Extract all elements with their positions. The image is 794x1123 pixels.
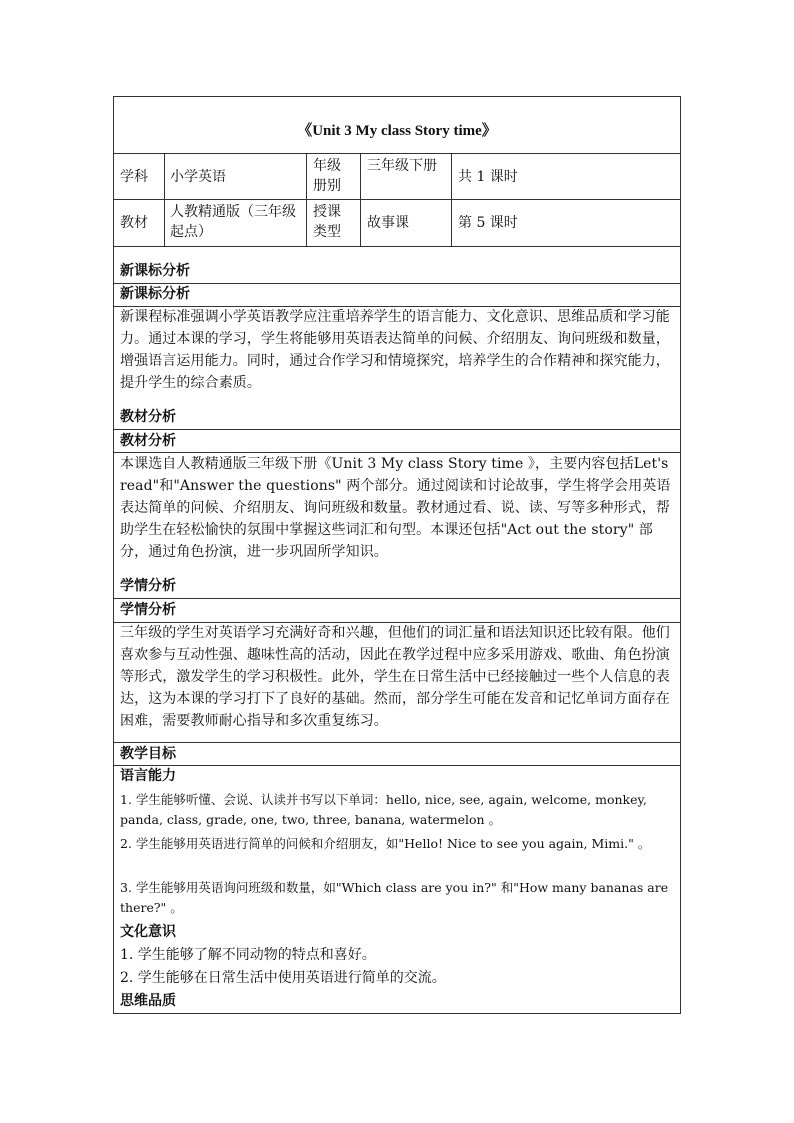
students-header: 学情分析	[120, 578, 176, 594]
divider	[114, 742, 680, 743]
type-value: 故事课	[367, 215, 409, 231]
page-title: 《Unit 3 My class Story time》	[297, 123, 497, 139]
divider	[114, 199, 680, 200]
divider	[306, 153, 307, 246]
subject-value: 小学英语	[170, 169, 226, 185]
language-goal-3: 3. 学生能够用英语询问班级和数量，如"Which class are you in?" 和"How many bananas are there?" 。	[120, 880, 669, 915]
divider	[114, 598, 680, 599]
culture-goal-2: 2. 学生能够在日常生活中使用英语进行简单的交流。	[120, 970, 446, 986]
material-text: 本课选自人教精通版三年级下册《Unit 3 My class Story time 》，主要内容包括Let's read"和"Answer the questions" 两个部分。通过阅读和讨论故事，学生将学会用英语表达简单的问候、介绍朋友、询问班级和数量。教材通过看、说、读、写等多种形式，帮助学生在轻松愉快的氛围中掌握这些词汇和句型。本课还包括"Act out the story" 部分，通过角色扮演，进一步巩固所学知识。	[120, 456, 671, 560]
divider	[164, 153, 165, 246]
textbook-label: 教材	[120, 215, 148, 231]
type-label: 授课类型	[313, 204, 341, 240]
thinking-title: 思维品质	[120, 993, 176, 1009]
total-lessons: 共 1 课时	[458, 169, 518, 185]
divider	[360, 153, 361, 246]
students-subheader: 学情分析	[120, 602, 176, 618]
material-header: 教材分析	[120, 409, 176, 425]
lesson-number: 第 5 课时	[458, 215, 518, 231]
language-goal-1: 1. 学生能够听懂、会说、认读并书写以下单词：hello, nice, see, again, welcome, monkey, panda, class, grade, one, two, three, banana, watermelon 。	[120, 792, 647, 827]
language-goal-2: 2. 学生能够用英语进行简单的问候和介绍朋友，如"Hello! Nice to see you again, Mimi." 。	[120, 836, 651, 851]
curriculum-text: 新课程标准强调小学英语教学应注重培养学生的语言能力、文化意识、思维品质和学习能力。通过本课的学习，学生将能够用英语表达简单的问候、介绍朋友、询问班级和数量，增强语言运用能力。同时，通过合作学习和情境探究，培养学生的合作精神和探究能力，提升学生的综合素质。	[120, 309, 670, 391]
divider	[114, 765, 680, 766]
curriculum-header: 新课标分析	[120, 263, 190, 279]
students-text: 三年级的学生对英语学习充满好奇和兴趣，但他们的词汇量和语法知识还比较有限。他们喜欢参与互动性强、趣味性高的活动，因此在教学过程中应多采用游戏、歌曲、角色扮演等形式，激发学生的学习积极性。此外，学生在日常生活中已经接触过一些个人信息的表达，这为本课的学习打下了良好的基础。然而，部分学生可能在发音和记忆单词方面存在困难，需要教师耐心指导和多次重复练习。	[120, 625, 670, 729]
divider	[114, 153, 680, 154]
goals-header: 教学目标	[120, 746, 176, 762]
subject-label: 学科	[120, 169, 148, 185]
textbook-value: 人教精通版（三年级起点）	[170, 204, 296, 240]
material-subheader: 教材分析	[120, 433, 176, 449]
divider	[451, 153, 452, 246]
divider	[114, 283, 680, 284]
culture-goal-1: 1. 学生能够了解不同动物的特点和喜好。	[120, 947, 376, 963]
divider	[114, 246, 680, 247]
curriculum-subheader: 新课标分析	[120, 286, 190, 302]
grade-label: 年级册别	[313, 158, 341, 194]
grade-value: 三年级下册	[367, 158, 437, 174]
language-title: 语言能力	[120, 768, 176, 784]
culture-title: 文化意识	[120, 924, 176, 940]
divider	[114, 429, 680, 430]
lesson-plan-table	[113, 96, 681, 1014]
